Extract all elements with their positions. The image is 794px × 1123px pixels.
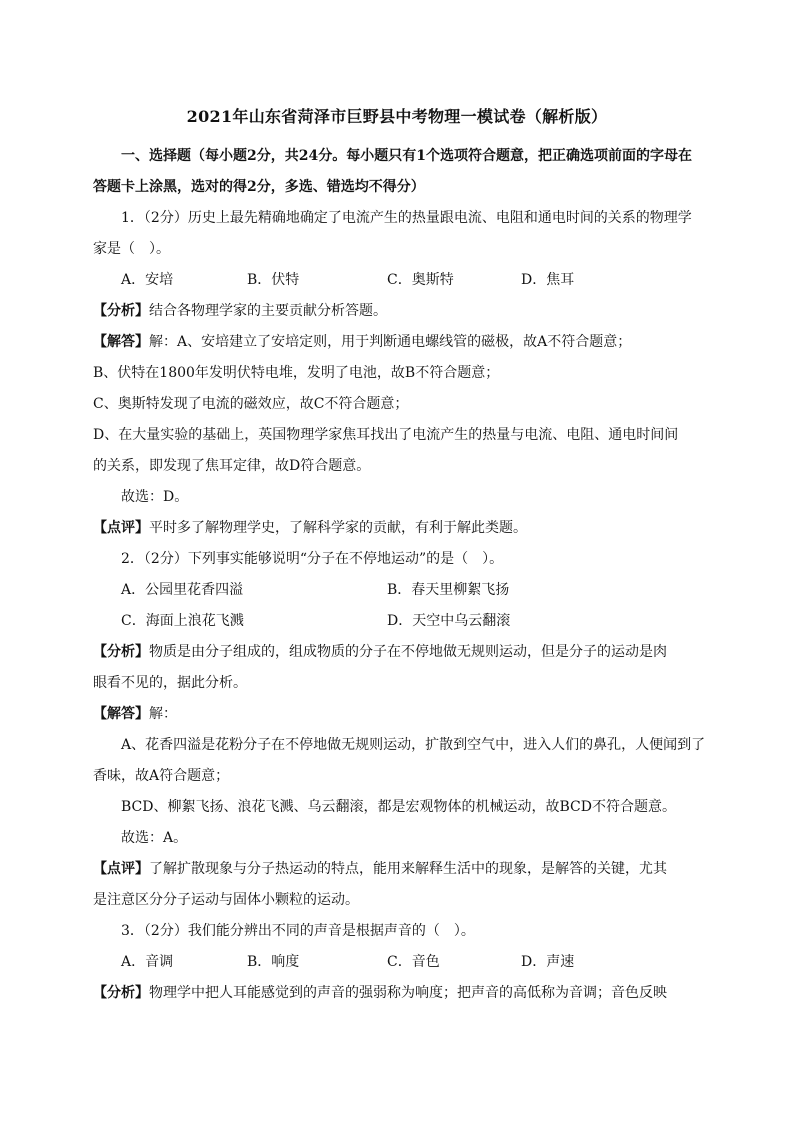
q3-analysis-text: 物理学中把人耳能感觉到的声音的强弱称为响度；把声音的高低称为音调；音色反映 — [149, 985, 667, 1001]
q2-answer-line3: BCD、柳絮飞扬、浪花飞溅、乌云翻滚，都是宏观物体的机械运动，故BCD不符合题意。 — [121, 799, 676, 815]
q1-option-a: A．安培 — [121, 272, 174, 288]
q2-answer-line1: A、花香四溢是花粉分子在不停地做无规则运动，扩散到空气中，进入人们的鼻孔，人便闻到了 — [121, 737, 706, 753]
q2-option-b: B．春天里柳絮飞扬 — [387, 582, 510, 598]
q3-stem: 3．（2分）我们能分辨出不同的声音是根据声音的（ ）。 — [121, 923, 475, 939]
q2-comment-line2: 是注意区分分子运动与固体小颗粒的运动。 — [93, 892, 359, 908]
q3-option-c: C．音色 — [387, 954, 440, 970]
q1-option-c: C．奥斯特 — [387, 272, 454, 288]
q1-analysis — [93, 301, 705, 321]
q1-answer-line4: D、在大量实验的基础上，英国物理学家焦耳找出了电流产生的热量与电流、电阻、通电时间间 — [93, 427, 679, 443]
q2-option-d: D．天空中乌云翻滚 — [387, 613, 511, 629]
q1-answer-line2: B、伏特在1800年发明伏特电堆，发明了电池，故B不符合题意； — [93, 365, 500, 381]
q1-answer — [93, 332, 705, 352]
analysis-label: 【分析】 — [93, 303, 149, 319]
q2-analysis-line1: 物质是由分子组成的，组成物质的分子在不停地做无规则运动，但是分子的运动是肉 — [149, 644, 667, 660]
q2-answer-line2: 香味，故A符合题意； — [93, 768, 230, 784]
q2-analysis-line2: 眼看不见的，据此分析。 — [93, 675, 247, 691]
page-title: 2021年山东省菏泽市巨野县中考物理一模试卷（解析版） — [186, 107, 608, 126]
q2-choice: 故选：A。 — [121, 830, 188, 846]
q1-answer-line1: 解：A、安培建立了安培定则，用于判断通电螺线管的磁极，故A不符合题意； — [149, 334, 632, 350]
analysis-label: 【分析】 — [93, 644, 149, 660]
q1-answer-line3: C、奥斯特发现了电流的磁效应，故C不符合题意； — [93, 396, 409, 412]
q3-option-a: A．音调 — [121, 954, 174, 970]
q2-answer-text: 解： — [149, 706, 177, 722]
analysis-label: 【分析】 — [93, 985, 149, 1001]
answer-label: 【解答】 — [93, 334, 149, 350]
q2-option-a: A．公园里花香四溢 — [121, 582, 244, 598]
answer-label: 【解答】 — [93, 706, 149, 722]
q2-answer — [93, 704, 705, 724]
q3-option-b: B．响度 — [247, 954, 300, 970]
q1-stem-line2: 家是（ ）。 — [93, 241, 170, 257]
q1-option-b: B．伏特 — [247, 272, 300, 288]
q2-comment — [93, 859, 705, 879]
comment-label: 【点评】 — [93, 520, 149, 536]
q1-option-d: D．焦耳 — [521, 272, 575, 288]
section-heading-line1: 一、选择题（每小题2分，共24分。每小题只有1个选项符合题意，把正确选项前面的字母在 — [121, 148, 692, 164]
q2-option-c: C．海面上浪花飞溅 — [121, 613, 244, 629]
q2-stem: 2．（2分）下列事实能够说明“分子在不停地运动”的是（ ）。 — [121, 551, 504, 567]
q1-comment — [93, 518, 705, 538]
q1-stem-line1: 1．（2分）历史上最先精确地确定了电流产生的热量跟电流、电阻和通电时间的关系的物理学 — [121, 210, 692, 226]
comment-label: 【点评】 — [93, 861, 149, 877]
q2-analysis — [93, 642, 705, 662]
q1-answer-line5: 的关系，即发现了焦耳定律，故D符合题意。 — [93, 458, 371, 474]
q3-analysis — [93, 983, 705, 1003]
q1-comment-text: 平时多了解物理学史，了解科学家的贡献，有利于解此类题。 — [149, 520, 527, 536]
section-heading-line2: 答题卡上涂黑，选对的得2分，多选、错选均不得分） — [93, 179, 425, 195]
q1-analysis-text: 结合各物理学家的主要贡献分析答题。 — [149, 303, 387, 319]
q1-choice: 故选：D。 — [121, 489, 189, 505]
q3-option-d: D．声速 — [521, 954, 575, 970]
q2-comment-line1: 了解扩散现象与分子热运动的特点，能用来解释生活中的现象，是解答的关键，尤其 — [149, 861, 667, 877]
